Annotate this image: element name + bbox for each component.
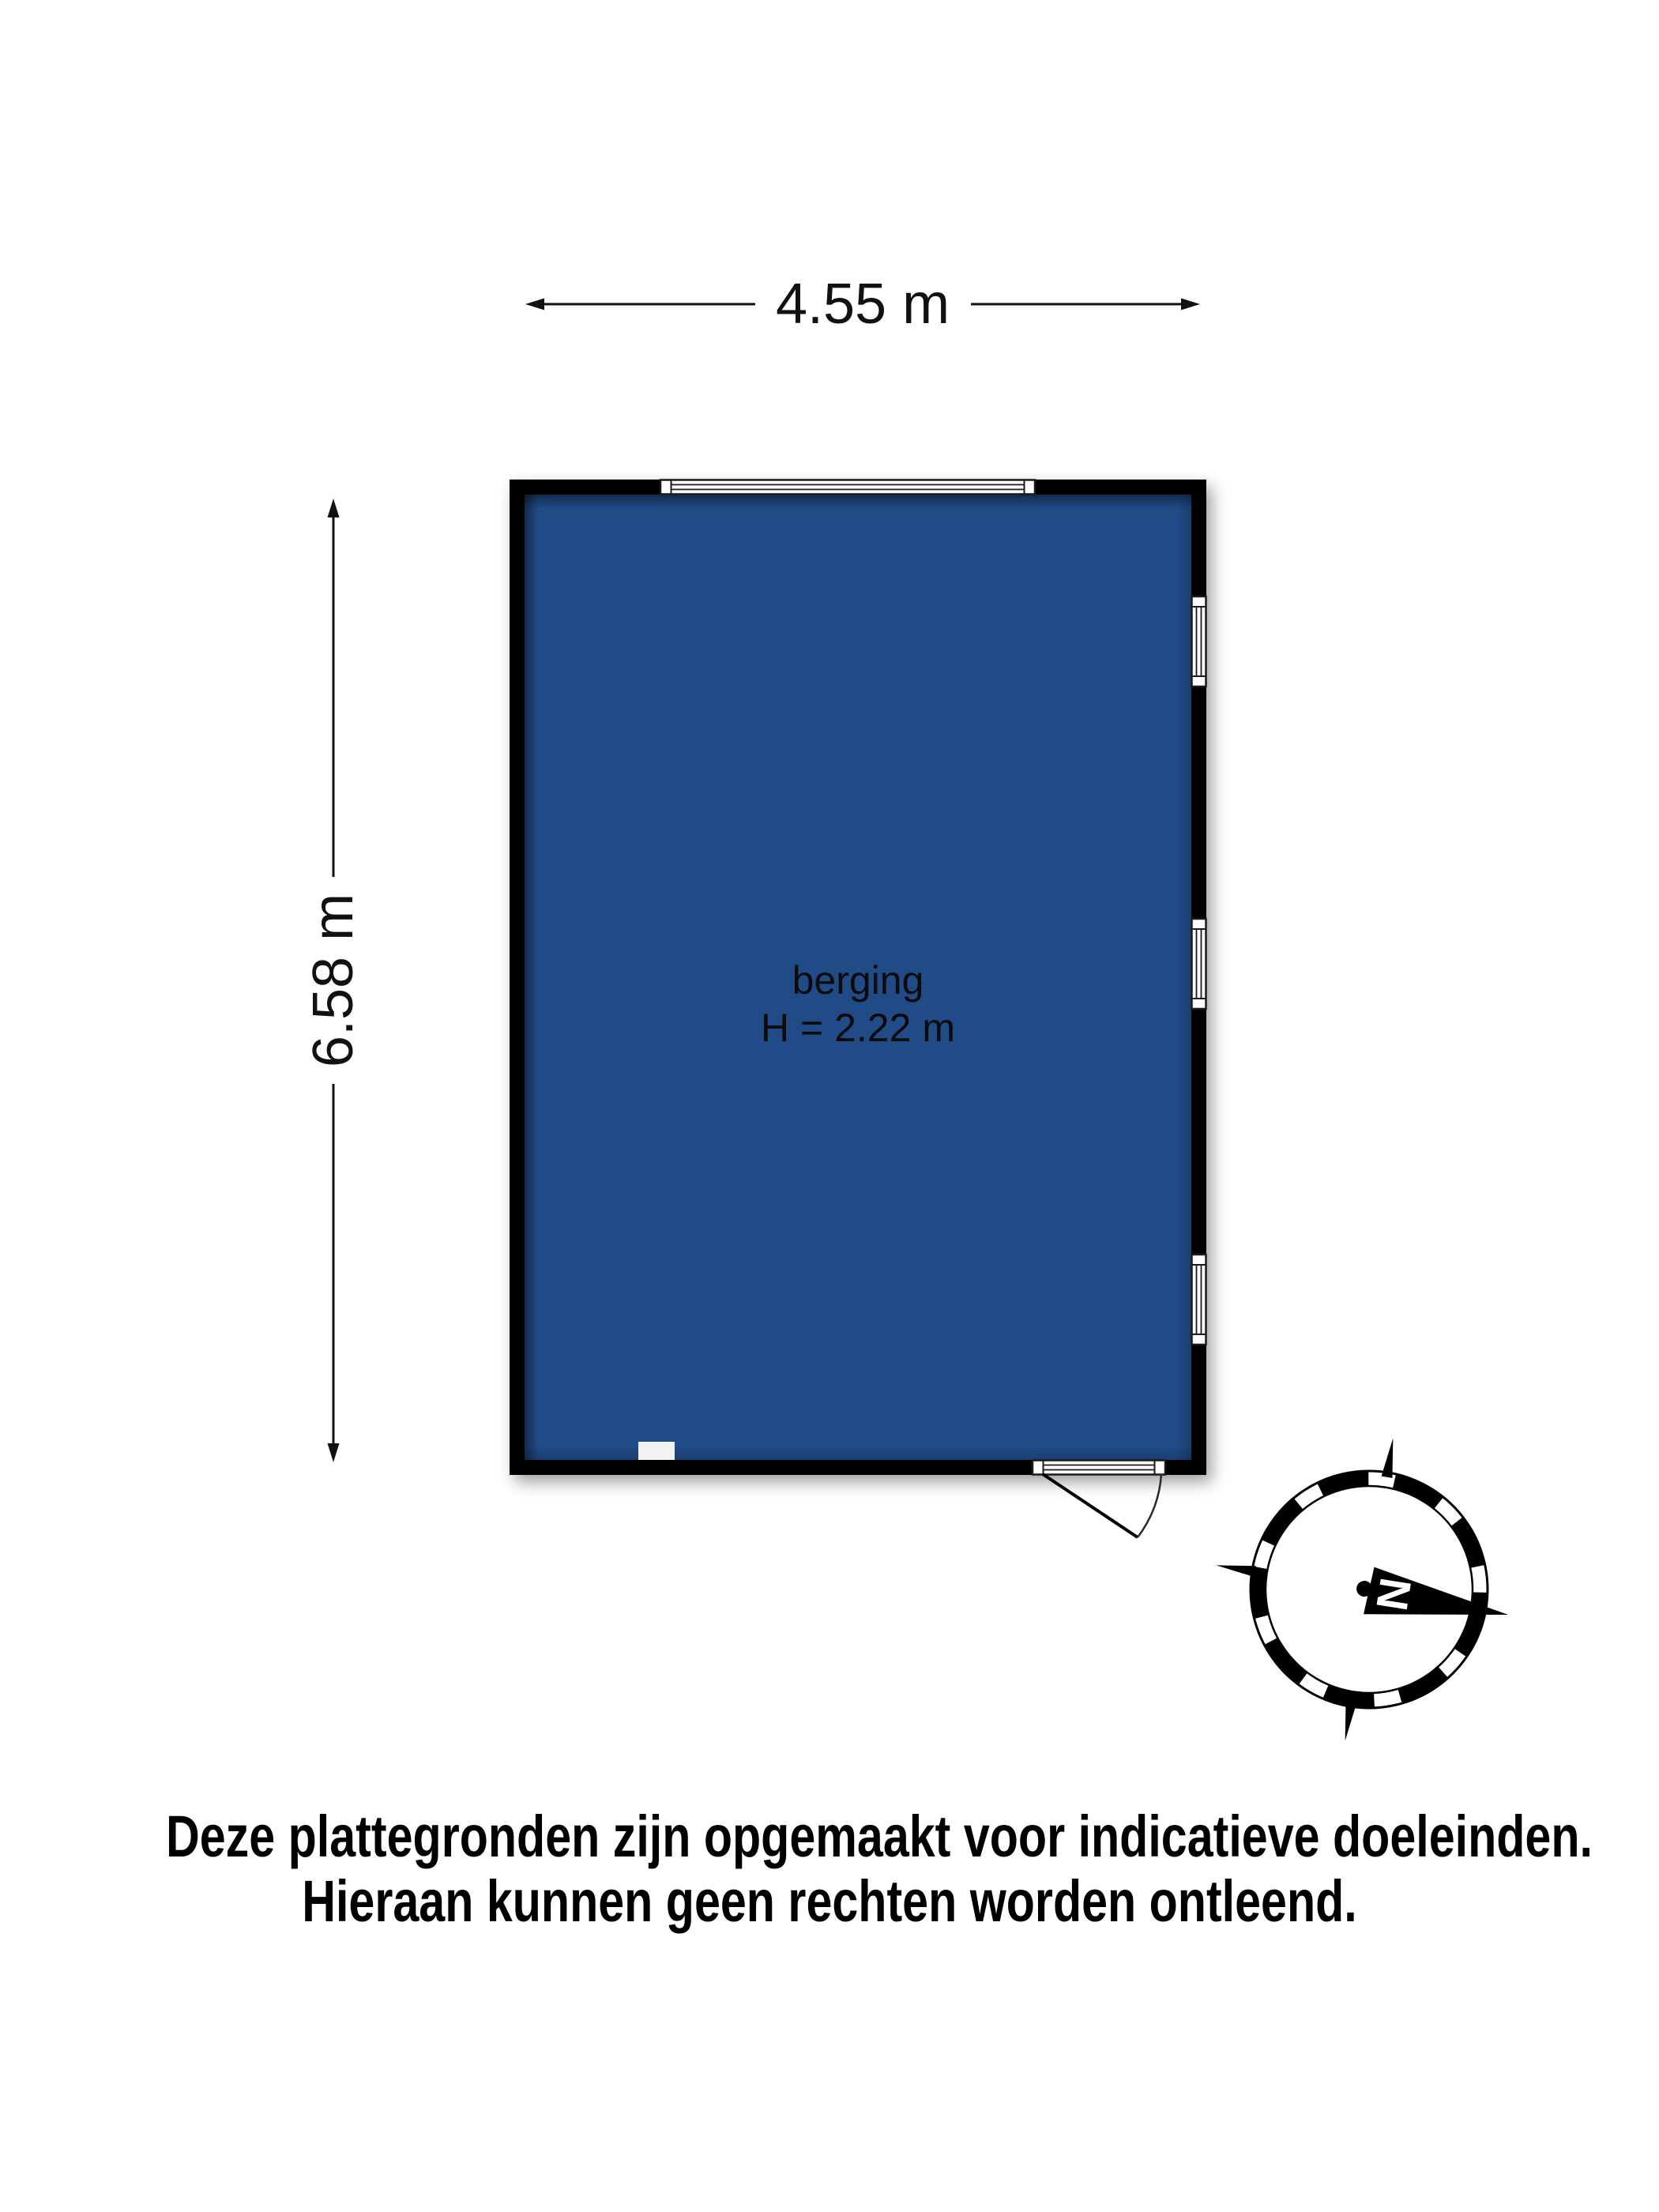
window-right-1 <box>1192 596 1206 687</box>
compass-tick-left <box>1215 1559 1256 1577</box>
window-right-3 <box>1192 1255 1206 1345</box>
compass-tick-bottom <box>1340 1701 1357 1742</box>
floor-shade-left <box>525 495 539 1460</box>
width-dim-label: 4.55 m <box>775 273 950 336</box>
height-dim-arrowhead-bottom <box>328 1443 340 1462</box>
door-swing-arc <box>1138 1474 1161 1537</box>
disclaimer-line-2: Hieraan kunnen geen rechten worden ontleend. <box>302 1868 1357 1934</box>
height-dim-arrowhead-top <box>328 498 340 517</box>
room-berging <box>510 480 1206 1475</box>
door-threshold <box>1033 1461 1165 1475</box>
height-dim-label: 6.58 m <box>302 893 365 1068</box>
compass-tick-top <box>1382 1437 1399 1478</box>
width-dimension <box>525 273 1200 336</box>
door-leaf <box>1043 1474 1138 1537</box>
room-name-label: berging <box>792 958 924 1003</box>
window-right-2 <box>1192 919 1206 1009</box>
compass-icon <box>1192 1414 1533 1763</box>
compass-north-label: N <box>1367 1574 1421 1614</box>
floor-shade-bottom <box>525 1446 1191 1460</box>
floor-shade-right <box>1177 495 1191 1460</box>
disclaimer-line-1: Deze plattegronden zijn opgemaakt voor indicatieve doeleinden. <box>166 1804 1593 1869</box>
room-height-label: H = 2.22 m <box>761 1006 955 1050</box>
width-dim-arrowhead-left <box>525 299 544 310</box>
height-dimension <box>302 498 365 1462</box>
disclaimer <box>0 1804 1659 1934</box>
floor-shade-top <box>525 495 1191 509</box>
meter-box <box>638 1442 675 1460</box>
door <box>1033 1461 1165 1538</box>
width-dim-arrowhead-right <box>1181 299 1200 310</box>
window-top <box>660 480 1035 495</box>
